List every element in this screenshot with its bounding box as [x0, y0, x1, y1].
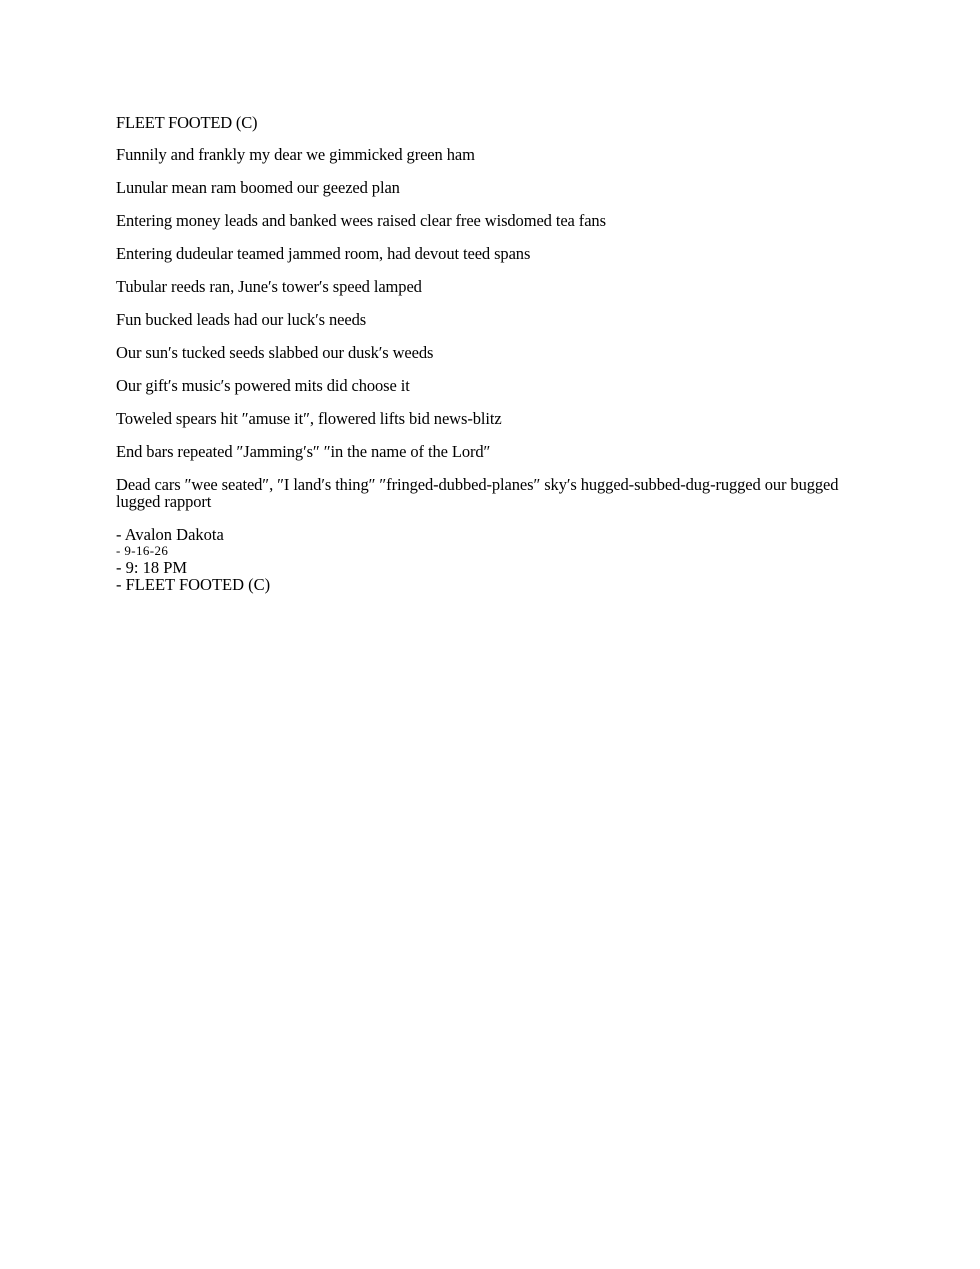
- poem-line: Our sun′s tucked seeds slabbed our dusk′s weeds: [116, 343, 434, 362]
- poem-line: Funnily and frankly my dear we gimmicked green ham: [116, 145, 475, 164]
- signature-author: - Avalon Dakota: [116, 525, 224, 544]
- signature-time: - 9: 18 PM: [116, 558, 188, 577]
- signature-title-ref: - FLEET FOOTED (C): [116, 575, 271, 594]
- poem-line: Entering money leads and banked wees raised clear free wisdomed tea fans: [116, 211, 606, 230]
- poem-line: Fun bucked leads had our luck′s needs: [116, 310, 367, 329]
- poem-line: Toweled spears hit ″amuse it″, flowered lifts bid news-blitz: [116, 409, 502, 428]
- poem-line: Our gift′s music′s powered mits did choose it: [116, 376, 410, 395]
- poem-title: FLEET FOOTED (C): [116, 113, 258, 132]
- signature-block: [116, 526, 846, 593]
- poem-line: Dead cars ″wee seated″, ″I land′s thing″ ″fringed-dubbed-planes″ sky′s hugged-subbed-dug-rugged our bugged lugged rapport: [116, 475, 839, 511]
- poem-line: Entering dudeular teamed jammed room, had devout teed spans: [116, 244, 531, 263]
- poem-line: Lunular mean ram boomed our geezed plan: [116, 178, 400, 197]
- signature-date: - 9-16-26: [116, 543, 169, 558]
- poem-line: End bars repeated ″Jamming′s″ ″in the name of the Lord″: [116, 442, 491, 461]
- poem-line: Tubular reeds ran, June′s tower′s speed lamped: [116, 277, 422, 296]
- poem-body: [116, 113, 846, 593]
